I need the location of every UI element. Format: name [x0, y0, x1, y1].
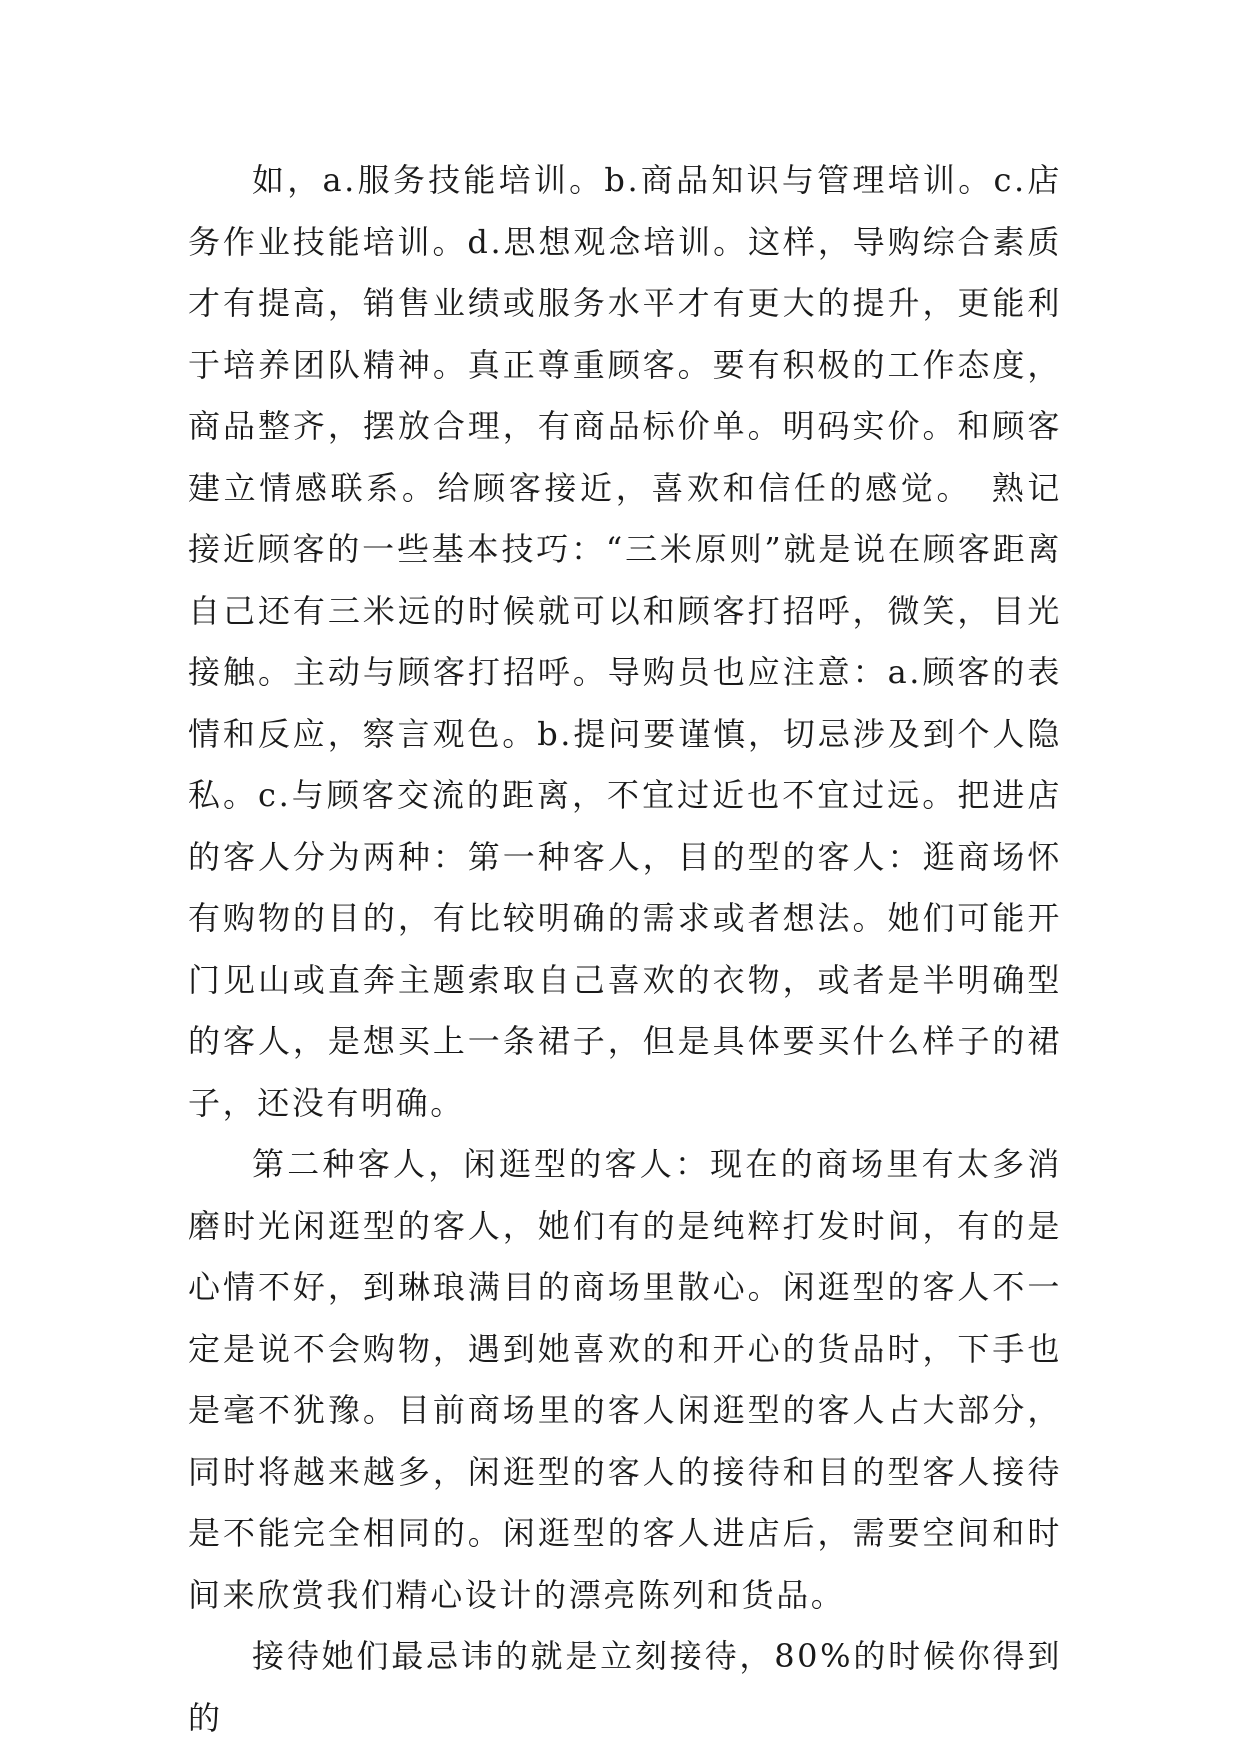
document-body [188, 150, 1062, 1749]
paragraph-2: 第二种客人，闲逛型的客人：现在的商场里有太多消磨时光闲逛型的客人，她们有的是纯粹打发时间，有的是心情不好，到琳琅满目的商场里散心。闲逛型的客人不一定是说不会购物，遇到她喜欢的和开心的货品时，下手也是毫不犹豫。目前商场里的客人闲逛型的客人占大部分，同时将越来越多，闲逛型的客人的接待和目的型客人接待是不能完全相同的。闲逛型的客人进店后，需要空间和时间来欣赏我们精心设计的漂亮陈列和货品。 [188, 1145, 1062, 1614]
paragraph-1: 如，a.服务技能培训。b.商品知识与管理培训。c.店务作业技能培训。d.思想观念培训。这样，导购综合素质才有提高，销售业绩或服务水平才有更大的提升，更能利于培养团队精神。真正尊重顾客。要有积极的工作态度，商品整齐，摆放合理，有商品标价单。明码实价。和顾客建立情感联系。给顾客接近，喜欢和信任的感觉。 熟记接近顾客的一些基本技巧：“三米原则”就是说在顾客距离自己还有三米远的时候就可以和顾客打招呼，微笑，目光接触。主动与顾客打招呼。导购员也应注意：a.顾客的表情和反应，察言观色。b.提问要谨慎，切忌涉及到个人隐私。c.与顾客交流的距离，不宜过近也不宜过远。把进店的客人分为两种：第一种客人，目的型的客人：逛商场怀有购物的目的，有比较明确的需求或者想法。她们可能开门见山或直奔主题索取自己喜欢的衣物，或者是半明确型的客人，是想买上一条裙子，但是具体要买什么样子的裙子，还没有明确。 [188, 161, 1062, 1122]
paragraph-3: 接待她们最忌讳的就是立刻接待，80%的时候你得到的 [188, 1637, 1062, 1737]
